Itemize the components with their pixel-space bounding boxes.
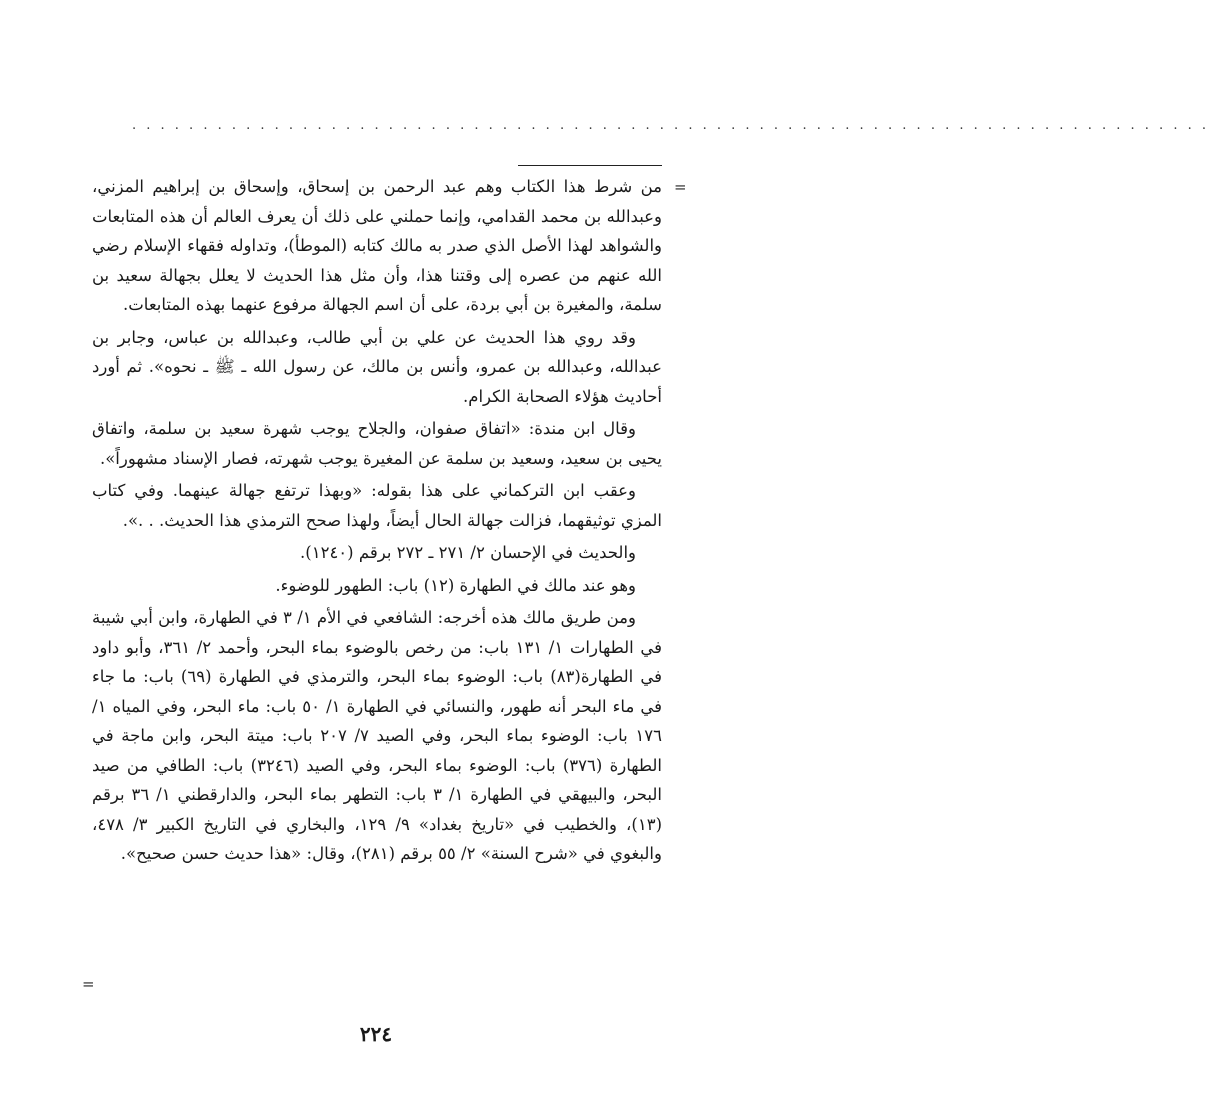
- paragraph: وعقب ابن التركماني على هذا بقوله: «وبهذا ترتفع جهالة عينهما. وفي كتاب المزي توثيقهما، فزالت جهالة الحال أيضاً، ولهذا صحح الترمذي هذا الحديث. . .».: [92, 481, 662, 530]
- paragraph: وهو عند مالك في الطهارة (١٢) باب: الطهور للوضوء.: [275, 575, 636, 595]
- paragraph: ومن طريق مالك هذه أخرجه: الشافعي في الأم ١/ ٣ في الطهارة، وابن أبي شيبة في الطهارات ١/ ١٣١ باب: من رخص بالوضوء بماء البحر، وأحمد ٢/ ٣٦١، وأبو داود في الطهارة(٨٣) باب: الوضوء بماء البحر، والترمذي في الطهارة (٦٩) باب: ما جاء في ماء البحر أنه طهور، والنسائي في الطهارة ١/ ٥٠ باب: ماء البحر، وفي المياه ١/ ١٧٦ باب: الوضوء بماء البحر، وفي الصيد ٧/ ٢٠٧ باب: ميتة البحر، وابن ماجة في الطهارة (٣٧٦) باب: الوضوء بماء البحر، وفي الصيد (٣٢٤٦) باب: الطافي من صيد البحر، والبيهقي في الطهارة ١/ ٣ باب: التطهر بماء البحر، والدارقطني ١/ ٣٦ برقم (١٣)، والخطيب في «تاريخ بغداد» ٩/ ١٢٩، والبخاري في التاريخ الكبير ٣/ ٤٧٨، والبغوي في «شرح السنة» ٢/ ٥٥ برقم (٢٨١)، وقال: «هذا حديث حسن صحيح».: [92, 608, 663, 863]
- page-number: ٢٢٤: [359, 1022, 393, 1046]
- footnote-text: [92, 172, 662, 872]
- continuation-mark-top: =: [674, 178, 687, 196]
- paragraph: وقد روي هذا الحديث عن علي بن أبي طالب، وعبدالله بن عباس، وجابر بن عبدالله، وعبدالله بن عمرو، وأنس بن مالك، عن رسول الله ـ ﷺ ـ نحوه». ثم أورد أحاديث هؤلاء الصحابة الكرام.: [92, 327, 662, 406]
- paragraph: وقال ابن مندة: «اتفاق صفوان، والجلاح يوجب شهرة سعيد بن سلمة، واتفاق يحيى بن سعيد، وسعيد بن سلمة عن المغيرة يوجب شهرته، فصار الإسناد مشهوراً».: [92, 419, 662, 468]
- separator-dots: . . . . . . . . . . . . . . . . . . . . . . . . . . . . . . . . . . . . . . . . . . . . . . . . . . . . . . . . . . . . . . . . . . . . . . . . . . . .: [132, 118, 1209, 133]
- footnote-rule: [518, 165, 662, 166]
- paragraph: من شرط هذا الكتاب وهم عبد الرحمن بن إسحاق، وإسحاق بن إبراهيم المزني، وعبدالله بن محمد القدامي، وإنما حملني على ذلك أن يعرف العالم أن هذه المتابعات والشواهد لهذا الأصل الذي صدر به مالك كتابه (الموطأ)، وتداوله فقهاء الإسلام رضي الله عنهم من عصره إلى وقتنا هذا، وأن مثل هذا الحديث لا يعلل بجهالة سعيد بن سلمة، والمغيرة بن أبي بردة، على أن اسم الجهالة مرفوع عنهما بهذه المتابعات.: [92, 177, 662, 314]
- paragraph: والحديث في الإحسان ٢/ ٢٧١ ـ ٢٧٢ برقم (١٢٤٠).: [300, 543, 636, 562]
- continuation-mark-bottom: =: [82, 975, 95, 993]
